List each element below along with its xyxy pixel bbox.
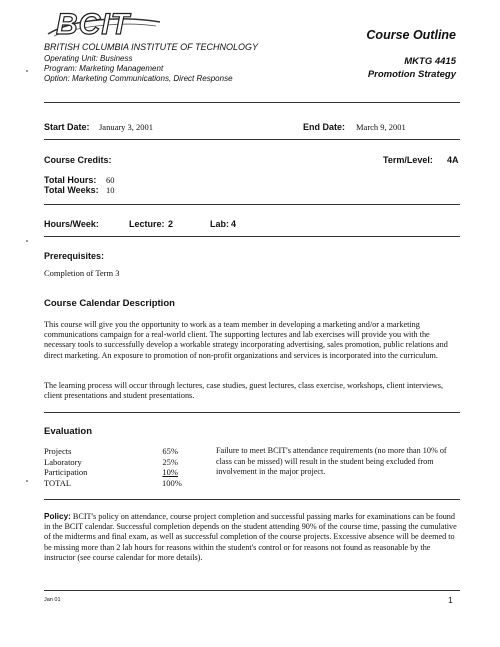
credits-divider: [44, 204, 460, 205]
policy-paragraph: [44, 512, 462, 563]
lab-label: Lab:: [210, 219, 229, 229]
evaluation-heading: Evaluation: [44, 426, 93, 437]
document-title: Course Outline: [366, 28, 456, 42]
term-level-value: 4A: [447, 155, 459, 165]
attendance-note: Failure to meet BCIT's attendance requirements (no more than 10% of class can be missed) will result in the student being excluded from involvement in the major project.: [216, 446, 447, 476]
header-divider: [44, 102, 460, 103]
scan-speck: [26, 70, 28, 72]
prerequisites-label: Prerequisites:: [44, 251, 105, 261]
calendar-heading: Course Calendar Description: [44, 298, 175, 309]
scan-speck: [26, 480, 28, 482]
total-weeks-label: Total Weeks:: [44, 185, 99, 195]
bcit-logo: BCIT: [56, 8, 130, 41]
evaluation-percent: 10%: [162, 467, 178, 477]
evaluation-row: [44, 477, 182, 489]
start-date-value: January 3, 2001: [99, 122, 154, 132]
hours-week-label: Hours/Week:: [44, 219, 99, 229]
evaluation-row: [44, 457, 178, 468]
evaluation-table: [44, 446, 182, 488]
evaluation-row: [44, 467, 178, 478]
evaluation-percent: 25%: [162, 456, 178, 467]
lecture-value: 2: [168, 219, 174, 229]
course-name: Promotion Strategy: [367, 69, 456, 80]
total-hours-value: 60: [106, 175, 115, 185]
lecture-label: Lecture:: [129, 219, 165, 229]
operating-unit: Operating Unit: Business: [44, 54, 133, 63]
end-date-value: March 9, 2001: [356, 122, 406, 132]
course-credits-label: Course Credits:: [44, 155, 112, 165]
hours-divider: [44, 236, 460, 237]
evaluation-percent: 65%: [162, 446, 178, 456]
footer-date: Jan 01: [44, 597, 61, 603]
page-number: 1: [448, 595, 453, 605]
footer-divider: [44, 590, 460, 591]
evaluation-item: Projects: [44, 446, 72, 456]
calendar-divider: [44, 412, 460, 413]
institute-name: BRITISH COLUMBIA INSTITUTE OF TECHNOLOGY: [44, 42, 259, 52]
lab-value: 4: [231, 219, 237, 229]
policy-label: Policy:: [44, 512, 71, 521]
program: Program: Marketing Management: [44, 64, 164, 73]
scan-speck: [26, 240, 28, 242]
total-weeks-value: 10: [106, 185, 115, 195]
calendar-paragraph-2: The learning process will occur through lectures, case studies, guest lectures, class exercise, workshops, client interviews, client presentations and student presentations.: [44, 381, 444, 401]
policy-text: BCIT's policy on attendance, course project completion and successful passing marks for examinations can be found in the BCIT calendar. Successful completion depends on the student attending 90% of the course time, passing the cumulative of the midterms and final exam, as well as successful completion of the course projects. Excessive absence will be deemed to be missing more than 2 lab hours for reasons within the student's control or for reasons not found as reasonable by the instructor (see course calendar for more details).: [44, 512, 457, 562]
evaluation-row: [44, 446, 178, 457]
dates-divider: [44, 139, 460, 140]
prerequisites-value: Completion of Term 3: [44, 268, 120, 278]
start-date-label: Start Date:: [44, 122, 90, 132]
term-level-label: Term/Level:: [383, 155, 433, 165]
evaluation-divider: [44, 499, 460, 500]
evaluation-percent: 100%: [162, 477, 182, 488]
course-code: MKTG 4415: [404, 56, 456, 67]
option: Option: Marketing Communications, Direct Response: [44, 74, 233, 83]
evaluation-item: TOTAL: [44, 477, 72, 488]
evaluation-item: Laboratory: [44, 456, 82, 467]
evaluation-item: Participation: [44, 467, 88, 477]
end-date-label: End Date:: [303, 122, 346, 132]
total-hours-label: Total Hours:: [44, 175, 97, 185]
calendar-paragraph-1: This course will give you the opportunity to work as a team member in developing a marketing and/or a marketing communications campaign for a real-world client. The supporting lectures and lab exercises will provide you with the necessary tools to successfully develop a workable strategy incorporating advertising, sales promotion, public relations and direct marketing. An exposure to promotion of non-profit organizations and services is incorporated into the curriculum.: [44, 320, 448, 360]
